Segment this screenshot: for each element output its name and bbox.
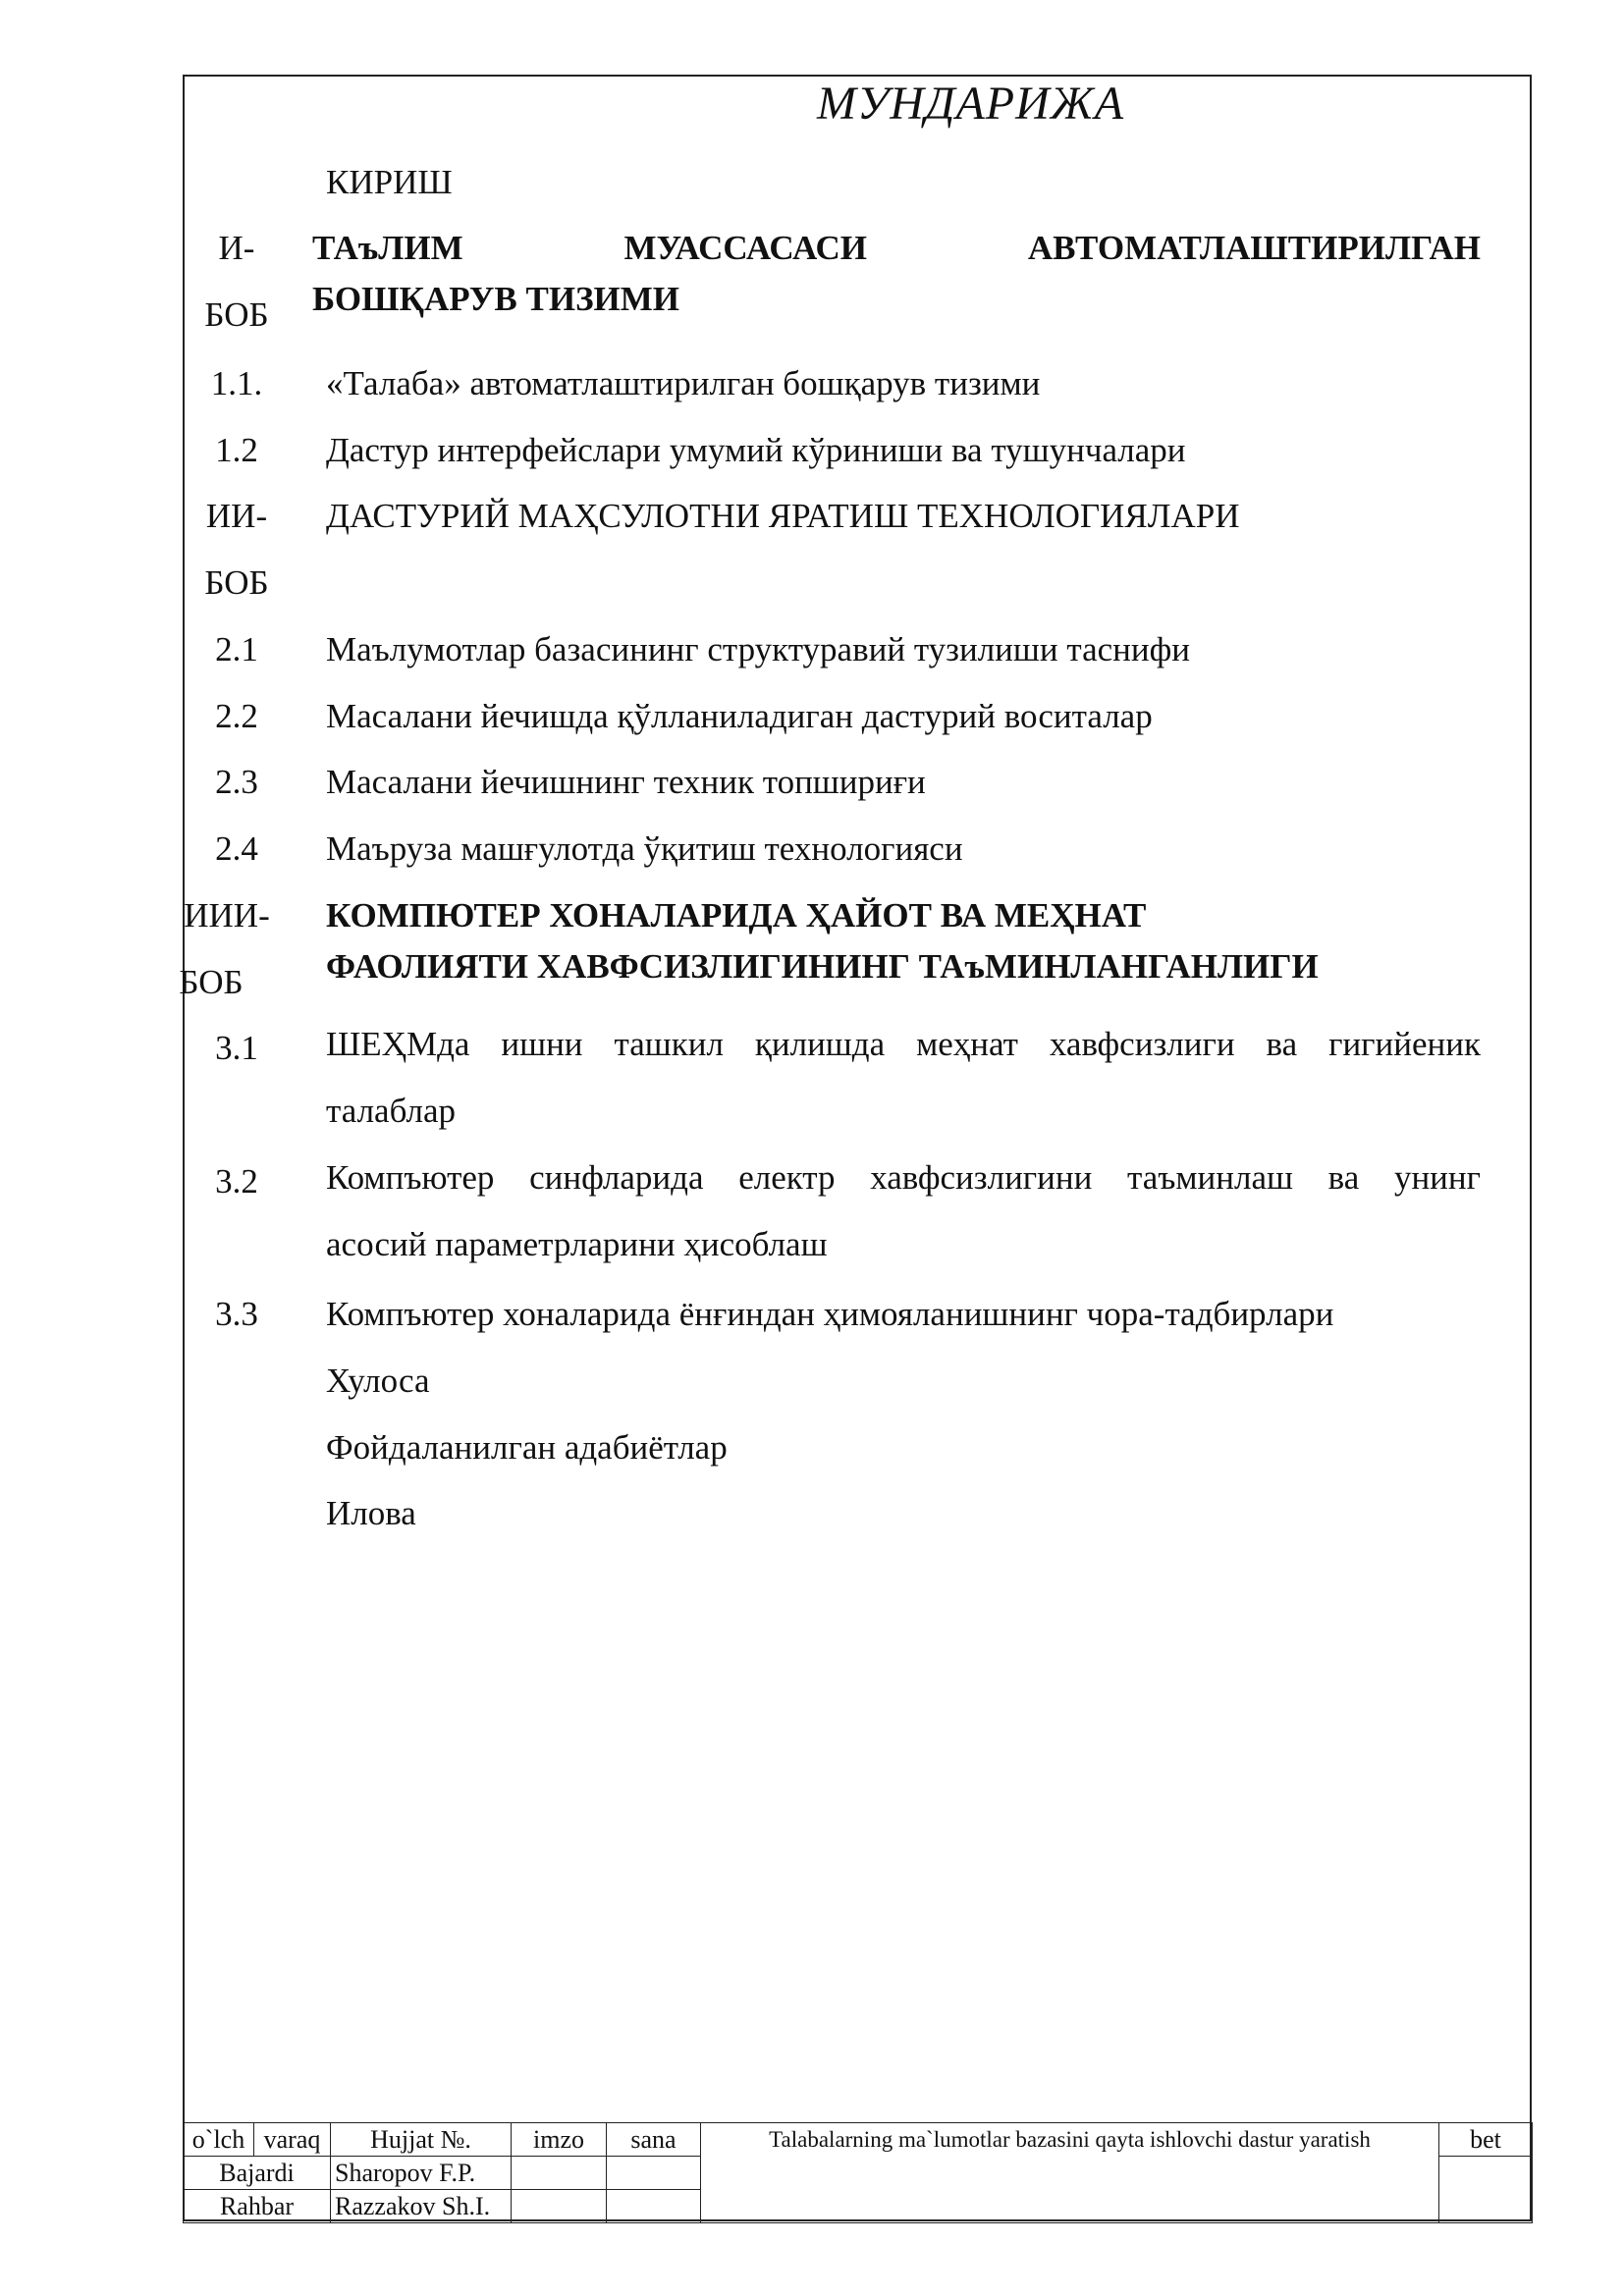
- section-title: Маъруза машғулотда ўқитиш технологияси: [326, 829, 963, 868]
- appendix-entry: Илова: [326, 1494, 416, 1532]
- stamp-page-cell: [1439, 2157, 1533, 2223]
- page-title: МУНДАРИЖА: [817, 78, 1125, 130]
- intro-entry: КИРИШ: [326, 163, 453, 201]
- stamp-signature-cell: [512, 2157, 607, 2190]
- stamp-header-signature: imzo: [512, 2123, 607, 2157]
- section-title: Маълумотлар базасининг структуравий тузилиши таснифи: [326, 630, 1191, 668]
- stamp-date-cell: [607, 2190, 701, 2223]
- section-number: 1.2: [215, 431, 258, 469]
- chapter1-heading-line2: БОШҚАРУВ ТИЗИМИ: [312, 280, 680, 318]
- stamp-signature-cell: [512, 2190, 607, 2223]
- stamp-header-sheet: varaq: [254, 2123, 331, 2157]
- chapter1-heading-word: МУАССАСАСИ: [623, 229, 867, 267]
- section-number: 3.2: [215, 1162, 258, 1201]
- section-title-line2: асосий параметрларини ҳисоблаш: [326, 1225, 828, 1263]
- section-title: [326, 1145, 1481, 1278]
- section-number: 3.3: [215, 1295, 258, 1333]
- section-title-line1: ШЕҲМда ишни ташкил қилишда меҳнат хавфсизлиги ва гигийеник: [326, 1025, 1481, 1063]
- stamp-role-executor: Bajardi: [184, 2157, 331, 2190]
- stamp-header-measure: o`lch: [184, 2123, 254, 2157]
- chapter1-heading-word: АВТОМАТЛАШТИРИЛГАН: [1027, 229, 1481, 267]
- section-number: 2.1: [215, 630, 258, 668]
- section-title-line2: талаблар: [326, 1092, 457, 1130]
- section-title: [326, 1011, 1481, 1145]
- chapter3-label-line1: ИИИ-: [184, 896, 270, 934]
- chapter3-heading-line2: ФАОЛИЯТИ ХАВФСИЗЛИГИНИНГ ТАъМИНЛАНГАНЛИГИ: [326, 947, 1319, 986]
- chapter2-label-line2: БОБ: [204, 563, 269, 602]
- chapter1-heading-word: ТАъЛИМ: [312, 229, 463, 267]
- title-block-stamp: [183, 2122, 1533, 2223]
- chapter3-label-line2: БОБ: [179, 963, 244, 1001]
- stamp-header-document: Hujjat №.: [331, 2123, 512, 2157]
- stamp-name-executor: Sharopov F.P.: [331, 2157, 512, 2190]
- section-number: 2.3: [215, 763, 258, 801]
- chapter1-label-line2: БОБ: [204, 295, 269, 334]
- stamp-role-supervisor: Rahbar: [184, 2190, 331, 2223]
- references-entry: Фойдаланилган адабиётлар: [326, 1428, 728, 1467]
- stamp-header-date: sana: [607, 2123, 701, 2157]
- section-title-line1: Компъютер синфларида електр хавфсизлигини таъминлаш ва унинг: [326, 1158, 1481, 1197]
- stamp-document-title: Talabalarning ma`lumotlar bazasini qayta ishlovchi dastur yaratish: [701, 2123, 1439, 2223]
- section-title: Дастур интерфейслари умумий кўриниши ва тушунчалари: [326, 431, 1186, 469]
- section-title: Масалани йечишнинг техник топшириғи: [326, 763, 926, 801]
- section-number: 3.1: [215, 1029, 258, 1067]
- chapter1-label-line1: И-: [218, 229, 255, 267]
- stamp-name-supervisor: Razzakov Sh.I.: [331, 2190, 512, 2223]
- chapter3-heading-line1: КОМПЮТЕР ХОНАЛАРИДА ҲАЙОТ ВА МЕҲНАТ: [326, 896, 1147, 934]
- chapter2-heading: ДАСТУРИЙ МАҲСУЛОТНИ ЯРАТИШ ТЕХНОЛОГИЯЛАРИ: [326, 497, 1240, 535]
- chapter1-heading-line1: [312, 228, 1481, 269]
- section-number: 1.1.: [210, 364, 263, 402]
- section-title: Масалани йечишда қўлланиладиган дастурий воситалар: [326, 697, 1153, 735]
- chapter2-label-line1: ИИ-: [205, 497, 268, 535]
- section-title: «Талаба» автоматлаштирилган бошқарув тизими: [326, 364, 1041, 402]
- conclusion-entry: Хулоса: [326, 1362, 430, 1400]
- section-title: Компъютер хоналарида ёнғиндан ҳимояланишнинг чора-тадбирлари: [326, 1295, 1334, 1333]
- section-number: 2.2: [215, 697, 258, 735]
- stamp-date-cell: [607, 2157, 701, 2190]
- stamp-page-label: bet: [1439, 2123, 1533, 2157]
- section-number: 2.4: [215, 829, 258, 868]
